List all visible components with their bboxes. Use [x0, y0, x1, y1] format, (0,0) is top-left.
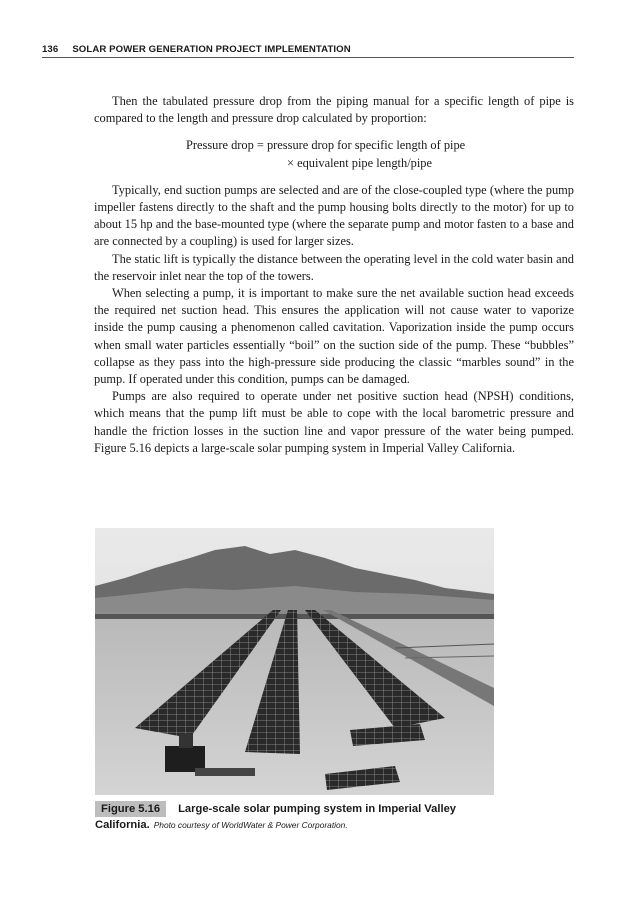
running-head	[42, 44, 574, 58]
figure-label: Figure 5.16	[95, 801, 166, 817]
paragraph-cavitation: When selecting a pump, it is important to make sure the net available suction head exceeds the required net suction head. This ensures the application will not cause water to vaporize inside the pump causing a phenomenon called cavitation. Vaporization inside the pump occurs when small water particles essentially “boil” on the suction side of the pump. These “bubbles” collapse as they pass into the high-pressure side producing the classic “marbles sound” in the pump. If operated under this condition, pumps can be damaged.	[94, 286, 574, 387]
running-title: SOLAR POWER GENERATION PROJECT IMPLEMENTATION	[72, 44, 351, 55]
figure-caption-text: Large-scale solar pumping system in Imperial Valley California.	[95, 803, 457, 831]
figure-caption	[95, 801, 515, 833]
pressure-drop-equation	[94, 137, 574, 171]
page-number: 136	[42, 44, 59, 55]
photo-credit: Photo courtesy of WorldWater & Power Corporation.	[153, 820, 348, 830]
solar-field-photo	[95, 528, 494, 795]
intro-paragraph: Then the tabulated pressure drop from the piping manual for a specific length of pipe is compared to the length and pressure drop calculated by proportion:	[94, 94, 574, 126]
equation-line-1: Pressure drop = pressure drop for specific length of pipe	[186, 138, 466, 153]
equation-line-2: × equivalent pipe length/pipe	[287, 155, 432, 170]
paragraph-pump-types: Typically, end suction pumps are selected and are of the close-coupled type (where the pump impeller fastens directly to the shaft and the pump housing bolts directly to the motor) for up to about 15 hp and the base-mounted type (where the separate pump and motor fasten to a base and are connected by a coupling) is used for larger sizes.	[94, 182, 574, 249]
paragraph-static-lift: The static lift is typically the distance between the operating level in the cold water basin and the reservoir inlet near the top of the towers.	[94, 251, 574, 283]
paragraph-npsh: Pumps are also required to operate under net positive suction head (NPSH) conditions, which means that the pump lift must be able to cope with the local barometric pressure and handle the friction losses in the suction line and vapor pressure of the water being pumped. Figure 5.16 depicts a large-scale solar pumping system in Imperial Valley California.	[94, 389, 574, 455]
body-text	[94, 93, 574, 457]
